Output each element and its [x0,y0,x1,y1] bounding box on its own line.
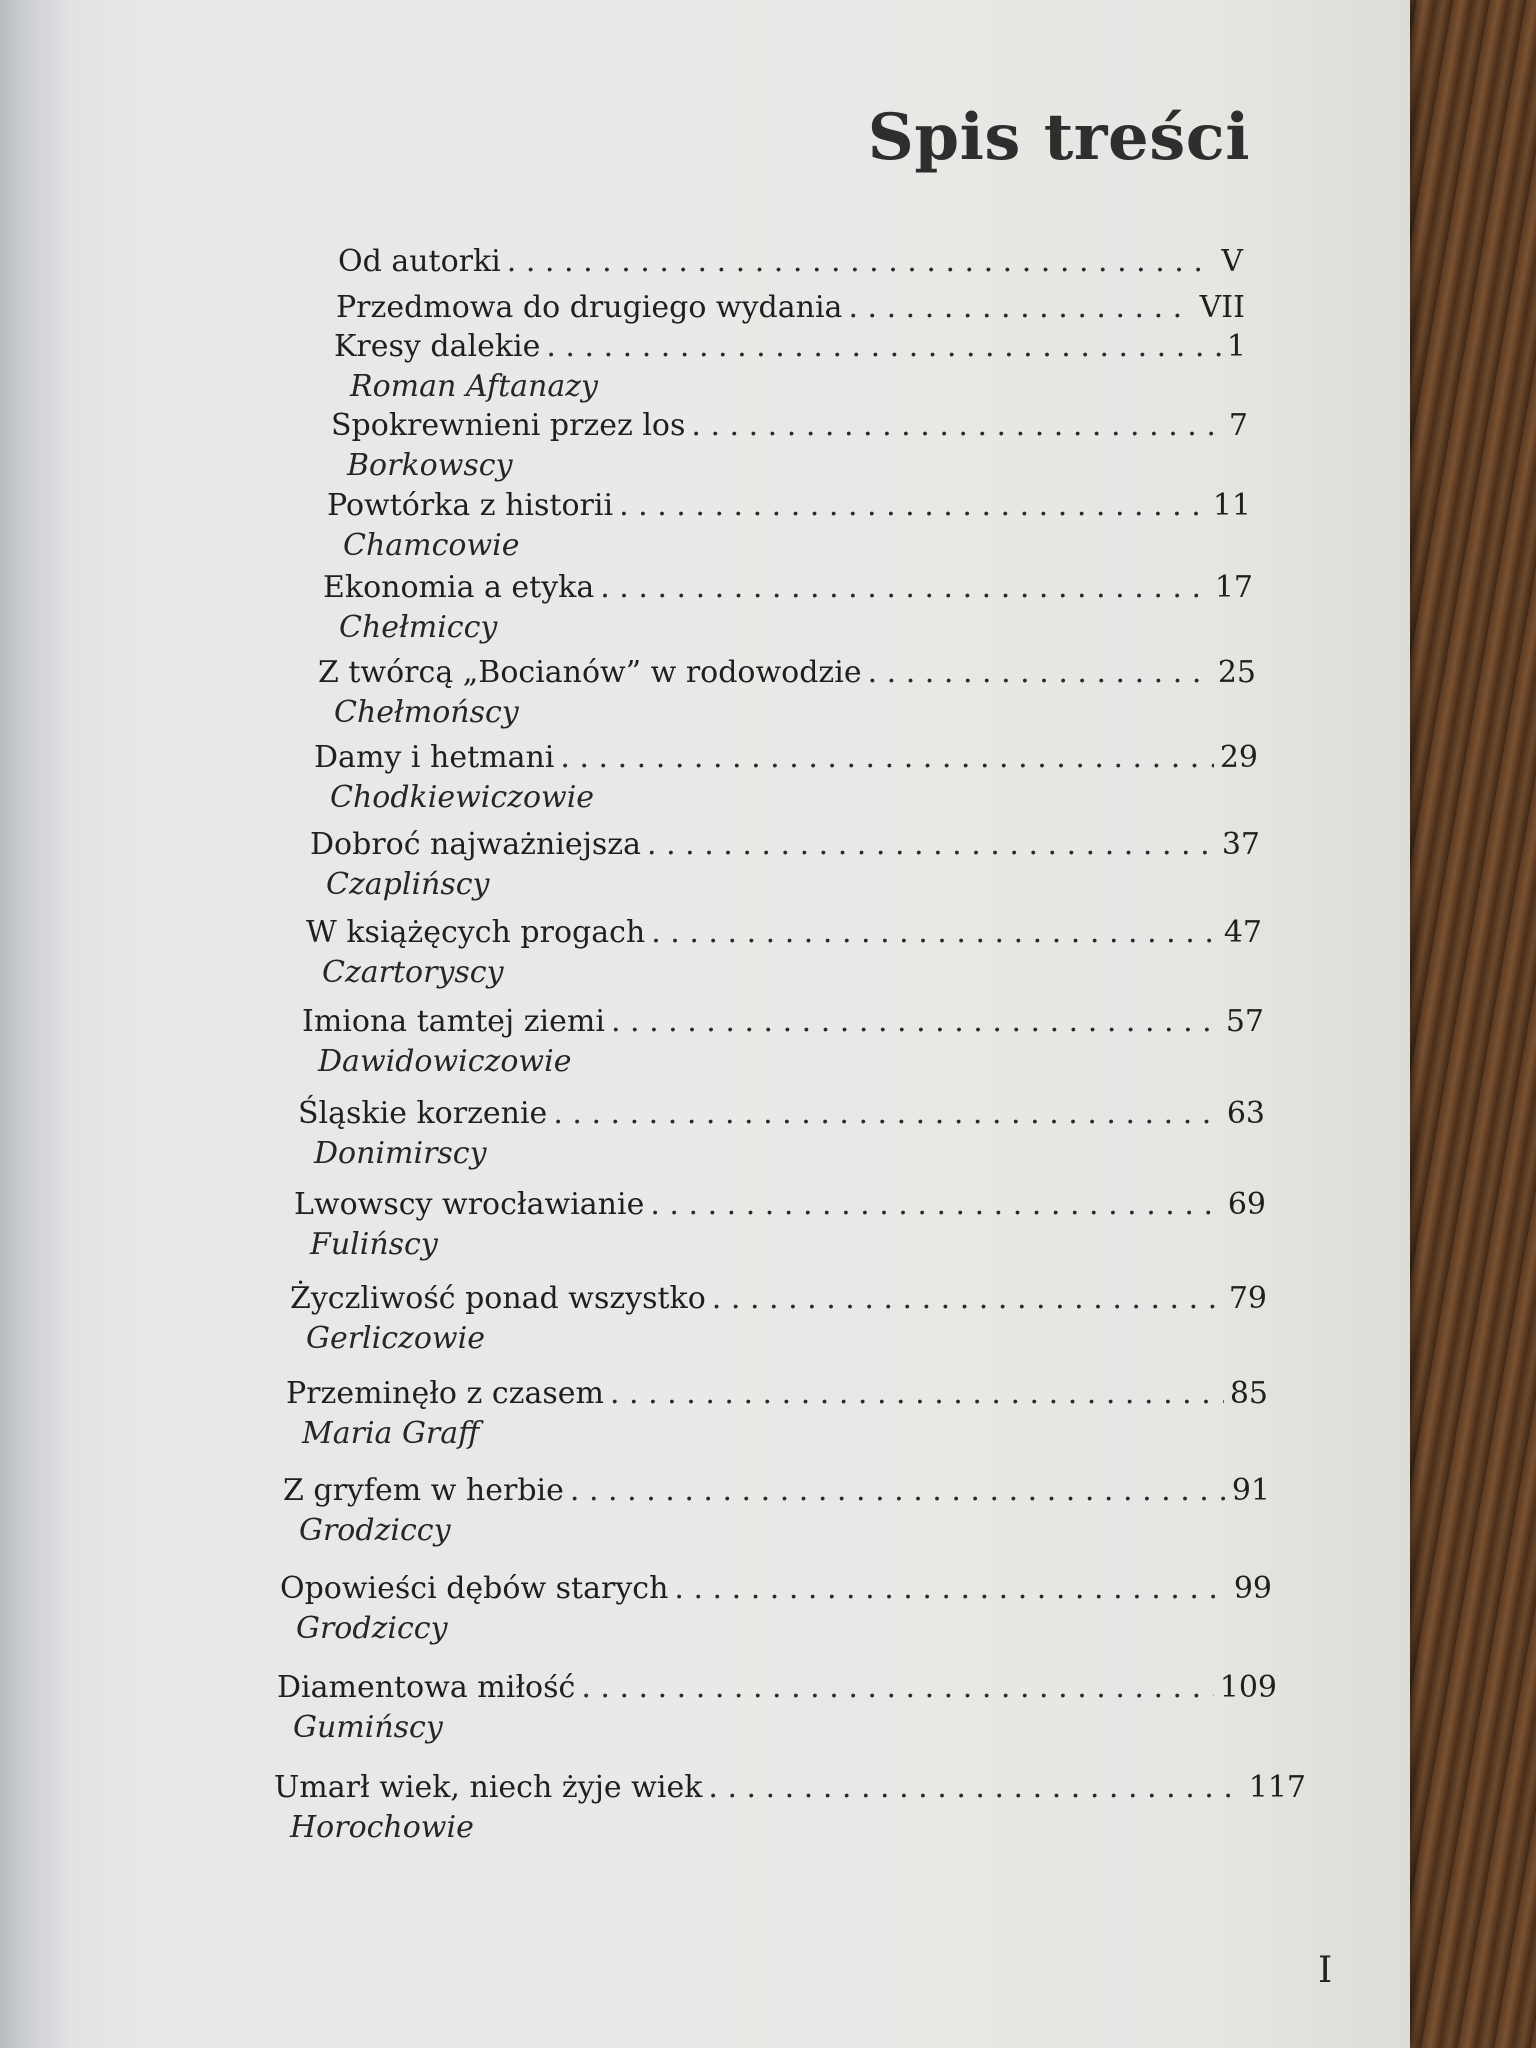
toc-entry [338,242,1243,282]
toc-entry-page: 109 [1219,1670,1277,1705]
toc-entry-title: Z twórcą „Bocianów” w rodowodzie [318,655,862,690]
toc-entry-page: V [1221,244,1243,279]
toc-entry-page: 85 [1229,1376,1268,1411]
toc-entry [327,486,1251,563]
toc-entry [306,913,1262,990]
toc-entry-title: Powtórka z historii [327,488,614,523]
toc-entry-title: Przedmowa do drugiego wydania [336,290,843,325]
toc-entry-page: 1 [1226,329,1246,364]
toc-entry [302,1002,1264,1079]
toc-entry [274,1768,1306,1845]
toc-entry-author: Fulińscy [310,1227,438,1262]
toc-entry-author: Roman Aftanazy [350,369,598,404]
toc-entry [318,653,1256,730]
toc-entry-author: Donimirscy [314,1136,487,1171]
leader-dots [650,1185,1221,1225]
leader-dots [691,406,1223,446]
toc-entry [277,1668,1277,1745]
toc-entry-title: Imiona tamtej ziemi [302,1004,605,1039]
toc-entry-title: Lwowscy wrocławianie [294,1187,645,1222]
toc-entry-author: Borkowscy [347,448,513,483]
toc-entry [310,825,1260,902]
toc-entry-title: Kresy dalekie [334,329,541,364]
page-title: Spis treści [867,100,1250,175]
leader-dots [600,568,1209,608]
toc-entry-author: Chełmiccy [339,610,498,645]
toc-entry-author: Czartoryscy [322,955,504,990]
toc-entry [298,1094,1265,1171]
toc-entry [323,568,1253,645]
leader-dots [610,1374,1224,1414]
leader-dots [546,327,1221,367]
toc-entry-title: Od autorki [338,244,501,279]
toc-entry-author: Gumińscy [293,1710,443,1745]
toc-entry-title: W książęcych progach [306,915,646,950]
toc-entry-author: Dawidowiczowie [318,1044,572,1079]
toc-entry-page: 47 [1223,915,1262,950]
toc-entry [314,738,1258,815]
toc-entry-title: Śląskie korzenie [298,1096,548,1131]
toc-entry-page: 17 [1214,570,1253,605]
toc-entry-title: Damy i hetmani [314,740,555,775]
toc-entry-page: 63 [1226,1096,1265,1131]
toc-entry-author: Horochowie [290,1810,474,1845]
leader-dots [868,653,1212,693]
leader-dots [647,825,1216,865]
leader-dots [553,1094,1221,1134]
toc-entry-author: Grodziccy [299,1513,451,1548]
toc-entry-title: Diamentowa miłość [277,1670,576,1705]
toc-entry-author: Chełmońscy [334,695,519,730]
toc-entry [280,1569,1272,1646]
leader-dots [570,1471,1226,1511]
toc-entry-author: Maria Graff [302,1416,480,1451]
toc-entry [294,1185,1266,1262]
toc-entry-title: Spokrewnieni przez los [331,408,686,443]
toc-entry [336,288,1245,328]
toc-entry-page: 79 [1228,1281,1267,1316]
toc-entry-page: 25 [1217,655,1256,690]
toc-entry-author: Czaplińscy [326,867,490,902]
toc-entry-page: 29 [1219,740,1258,775]
page-number: I [1318,1950,1333,1991]
toc-entry-title: Przeminęło z czasem [286,1376,604,1411]
leader-dots [560,738,1213,778]
toc-entry-page: 7 [1228,408,1248,443]
toc-entry-author: Chamcowie [343,528,520,563]
leader-dots [674,1569,1227,1609]
toc-entry-title: Umarł wiek, niech żyje wiek [274,1770,703,1805]
toc-entry-page: 91 [1231,1473,1270,1508]
toc-entry-page: 99 [1233,1571,1272,1606]
toc-entry-author: Gerliczowie [306,1321,485,1356]
toc-entry [334,327,1246,404]
toc-entry-page: 11 [1212,488,1251,523]
toc-entry [290,1279,1267,1356]
leader-dots [708,1768,1242,1808]
toc-entry-title: Życzliwość ponad wszystko [290,1281,706,1316]
leader-dots [507,242,1216,282]
toc-entry-page: 117 [1248,1770,1306,1805]
toc-entry-page: 37 [1221,827,1260,862]
toc-entry-title: Opowieści dębów starych [280,1571,669,1606]
leader-dots [581,1668,1213,1708]
toc-entry-page: 57 [1225,1004,1264,1039]
toc-entry-author: Chodkiewiczowie [330,780,595,815]
leader-dots [712,1279,1223,1319]
toc-entry-title: Ekonomia a etyka [323,570,595,605]
leader-dots [848,288,1193,328]
toc-entry-title: Dobroć najważniejsza [310,827,641,862]
toc-entry-page: VII [1199,290,1245,325]
toc-entry [331,406,1248,483]
page-binding-shadow [0,0,70,2048]
toc-entry-title: Z gryfem w herbie [283,1473,564,1508]
leader-dots [611,1002,1220,1042]
toc-entry-author: Grodziccy [296,1611,448,1646]
toc-entry [286,1374,1268,1451]
leader-dots [619,486,1207,526]
toc-entry-page: 69 [1227,1187,1266,1222]
toc-entry [283,1471,1270,1548]
leader-dots [651,913,1218,953]
